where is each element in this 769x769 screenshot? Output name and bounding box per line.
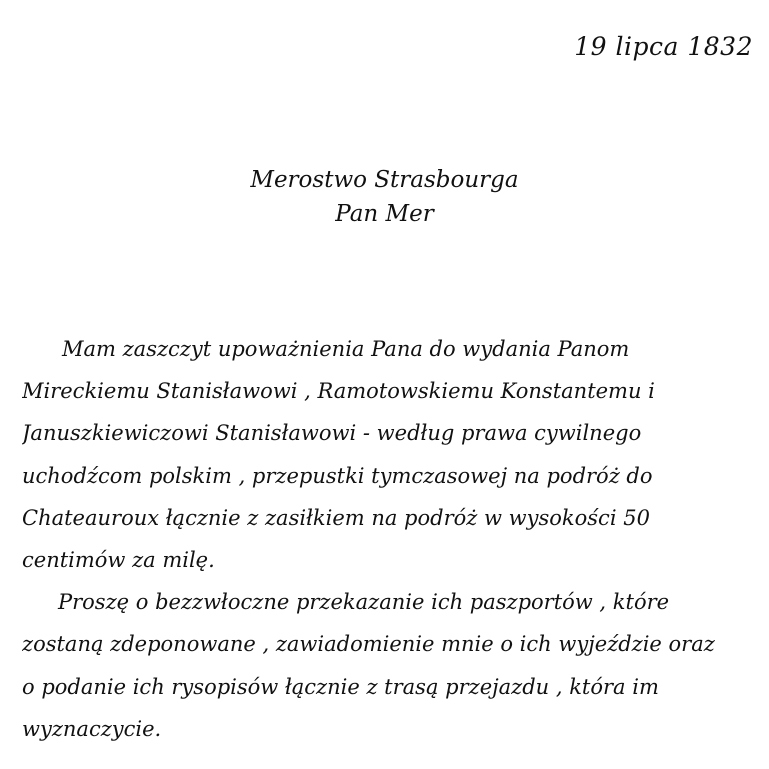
body-line: wyznaczycie. — [22, 716, 162, 741]
body-line: Januszkiewiczowi Stanisławowi - według prawa cywilnego — [22, 421, 642, 446]
body-line: zostaną zdeponowane , zawiadomienie mnie o ich wyjeździe oraz — [22, 632, 715, 657]
body-line: uchodźcom polskim , przepustki tymczasowej na podróż do — [22, 463, 653, 488]
addressee-office: Merostwo Strasbourga — [250, 167, 519, 193]
body-line: o podanie ich rysopisów łącznie z trasą przejazdu , która im — [22, 674, 659, 699]
body-line: Chateauroux łącznie z zasiłkiem na podróż w wysokości 50 — [22, 505, 650, 530]
addressee-block — [0, 163, 769, 231]
addressee-title: Pan Mer — [335, 201, 434, 227]
letter-date: 19 lipca 1832 — [574, 32, 753, 61]
body-line: Mam zaszczyt upoważnienia Pana do wydania Panom — [62, 337, 630, 361]
body-line: centimów za milę. — [22, 547, 215, 572]
body-line: Proszę o bezzwłoczne przekazanie ich paszportów , które — [58, 590, 670, 615]
letter-body — [22, 328, 757, 750]
body-line: Mireckiemu Stanisławowi , Ramotowskiemu Konstantemu i — [22, 379, 655, 404]
